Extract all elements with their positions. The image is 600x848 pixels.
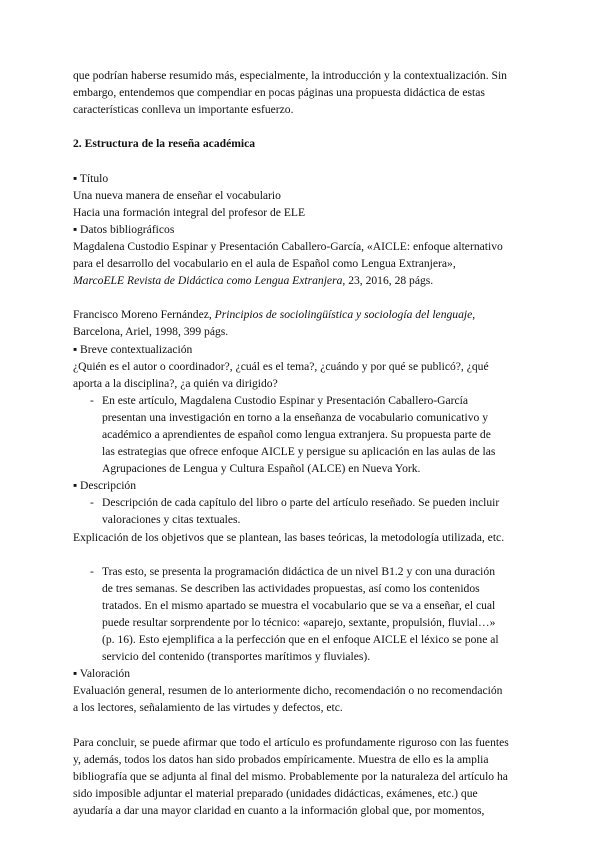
intro-line: embargo, entendemos que compendiar en pocas páginas una propuesta didáctica de estas [73,86,485,100]
reference-line: Barcelona, Ariel, 1998, 399 págs. [73,325,229,339]
conclusion-line: ayudaría a dar una mayor claridad en cuanto a la información global que, por momentos, [73,804,485,818]
titulo-line: Hacia una formación integral del profesor de ELE [73,205,306,219]
list-item-line: Descripción de cada capítulo del libro o parte del artículo reseñado. Se pueden incluir [102,496,500,510]
list-item-line: puede resultar sorprendente por lo técnico: «aparejo, sextante, propulsión, fluvial…» [102,616,496,629]
list-item-line: servicio del contenido (transportes marítimos y fluviales). [102,650,371,664]
list-item-line: presentan una investigación en torno a la enseñanza de vocabulario comunicativo y [102,410,488,424]
intro-line: que podrían haberse resumido más, especialmente, la introducción y la contextualización. Sin [73,69,507,82]
list-item-line: (p. 16). Esto ejemplifica a la perfección que en el enfoque AICLE el léxico se pone al [102,633,499,647]
reference-tail: , [472,308,476,322]
list-item-line: tratados. En el mismo apartado se muestra el vocabulario que se va a enseñar, el cual [102,598,496,612]
reference-line: para el desarrollo del vocabulario en el aula de Español como Lengua Extranjera», [73,257,456,271]
question-line: aporta a la disciplina?, ¿a quién va dirigido? [73,376,278,390]
list-item [73,563,533,666]
reference-line [73,272,533,289]
conclusion-line: bibliografía que se adjunta al final del mismo. Probablemente por la naturaleza del artículo ha [73,769,508,783]
list-item [73,392,533,477]
titulo-line: Una nueva manera de enseñar el vocabulario [73,188,281,202]
valoracion-line: a los lectores, señalamiento de las virtudes y defectos, etc. [73,701,343,715]
reference-tail: , 23, 2016, 28 págs. [342,274,434,288]
journal-title: MarcoELE Revista de Didáctica como Lengua Extranjera [73,274,343,288]
section-heading: 2. Estructura de la reseña académica [73,137,256,151]
valoracion-line: Evaluación general, resumen de lo anteriormente dicho, recomendación o no recomendación [73,684,503,698]
bullet-valoracion: ▪ Valoración [73,667,131,681]
bullet-contextualizacion: ▪ Breve contextualización [73,342,193,356]
list-item-line: de tres semanas. Se describen las actividades propuestas, así como los contenidos [102,581,480,595]
list-item-line: académico a aprendientes de español como lengua extranjera. Su propuesta parte de [102,427,491,441]
explanation-line: Explicación de los objetivos que se plantean, las bases teóricas, la metodología utilizada, etc. [73,530,505,544]
question-line: ¿Quién es el autor o coordinador?, ¿cuál es el tema?, ¿cuándo y por qué se publicó?, ¿qué [73,359,489,373]
dash-marker: - [90,496,94,510]
list-item-line: valoraciones y citas textuales. [102,513,241,527]
reference-line: Magdalena Custodio Espinar y Presentación Caballero-García, «AICLE: enfoque alternativo [73,239,503,253]
reference-line [73,306,533,323]
book-title: Principios de sociolingüística y sociología del lenguaje [214,308,473,322]
list-item [73,494,533,528]
dash-marker: - [90,564,94,578]
list-item-line: En este artículo, Magdalena Custodio Espinar y Presentación Caballero-García [102,393,469,407]
intro-line: características conlleva un importante esfuerzo. [73,103,294,117]
reference-author: Francisco Moreno Fernández, [73,308,215,322]
bullet-datos-bibliograficos: ▪ Datos bibliográficos [73,222,175,236]
conclusion-line: Para concluir, se puede afirmar que todo el artículo es profundamente riguroso con las fuentes [73,735,509,749]
bullet-descripcion: ▪ Descripción [73,479,137,493]
bullet-titulo: ▪ Título [73,171,109,185]
list-item-line: las estrategias que ofrece enfoque AICLE y persigue su aplicación en las aulas de las [102,445,496,459]
list-item-line: Agrupaciones de Lengua y Cultura Español (ALCE) en Nueva York. [102,462,421,476]
dash-marker: - [90,393,94,407]
conclusion-line: sido imposible adjuntar el material preparado (unidades didácticas, exámenes, etc.) que [73,786,478,800]
list-item-line: Tras esto, se presenta la programación didáctica de un nivel B1.2 y con una duración [102,564,495,578]
page-content [73,67,533,819]
conclusion-line: y, además, todos los datos han sido probados empíricamente. Muestra de ello es la amplia [73,752,489,766]
